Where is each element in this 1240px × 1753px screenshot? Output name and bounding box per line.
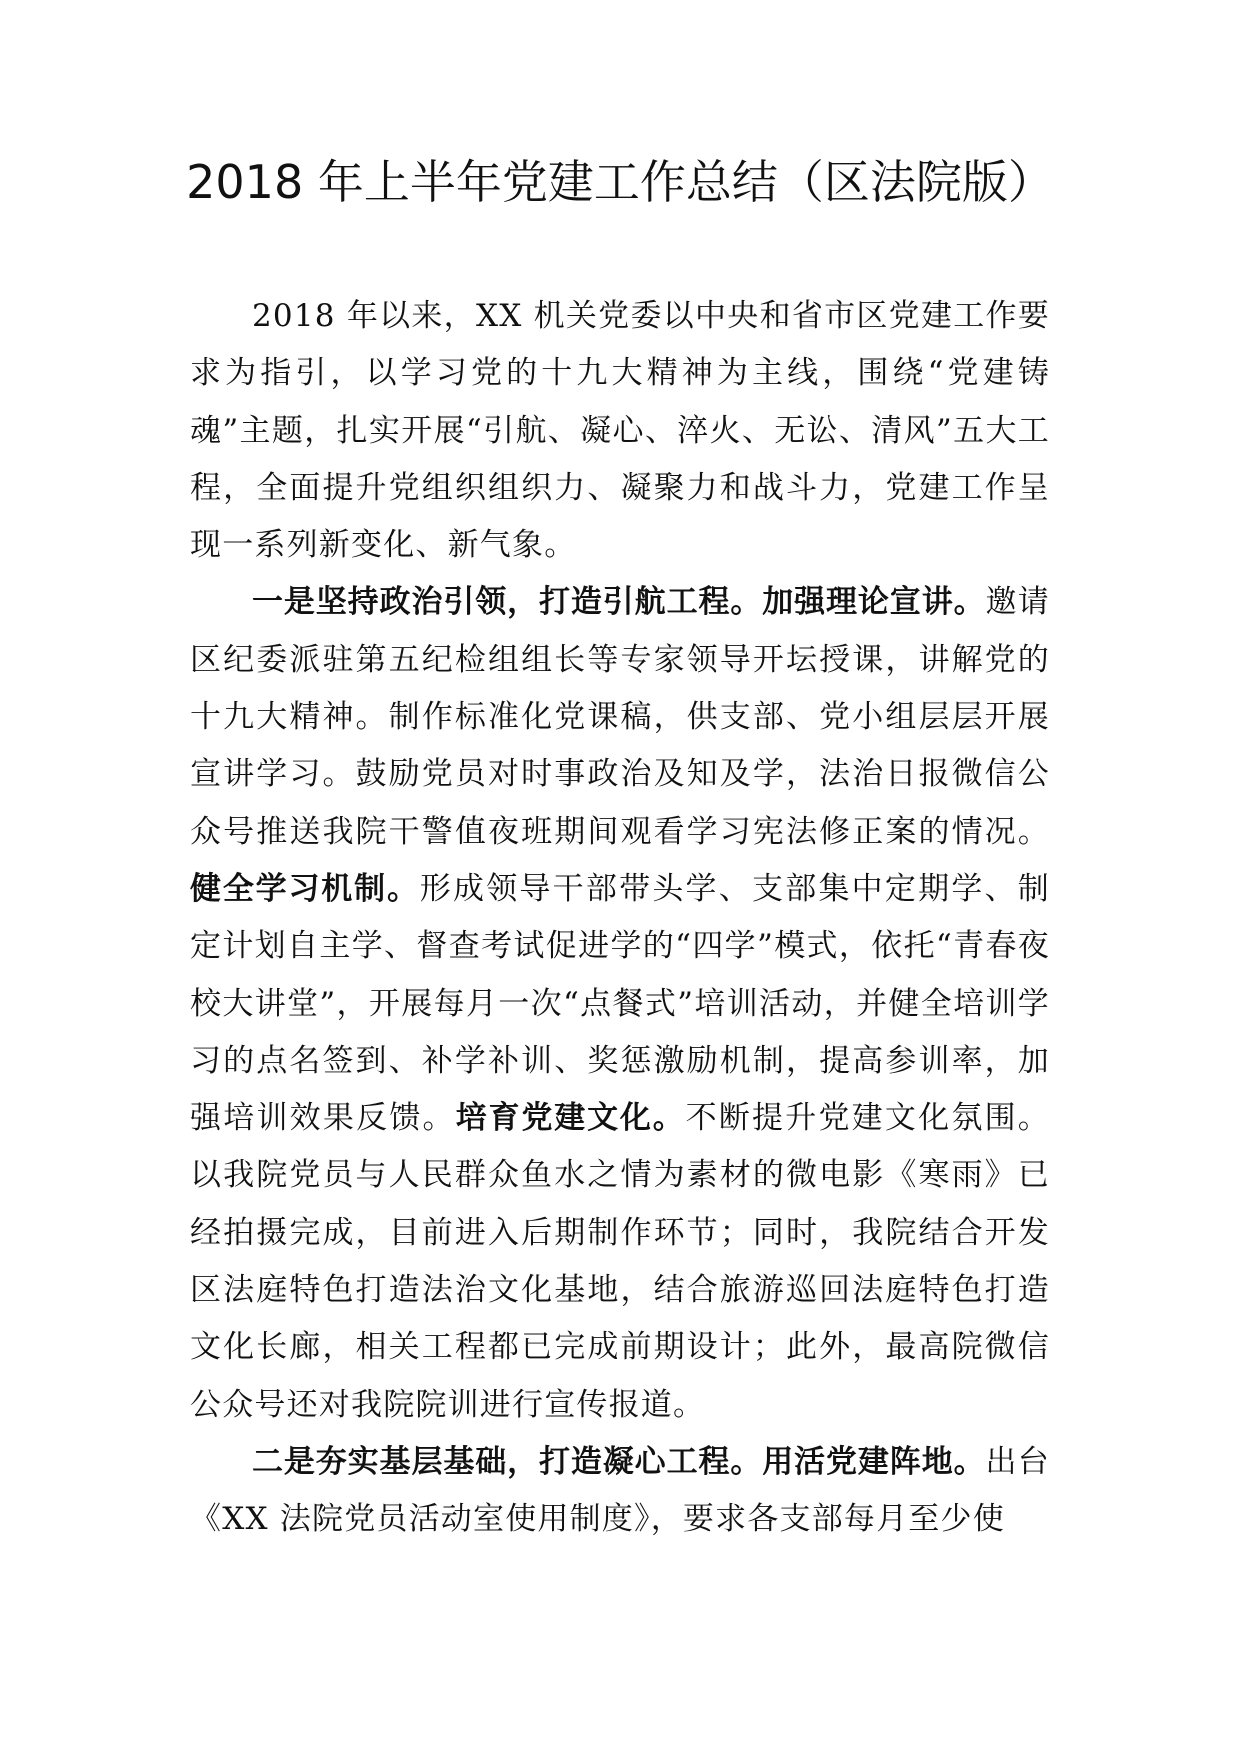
section-1-subtitle-3: 培育党建文化。	[455, 1100, 686, 1137]
section-2-subtitle-1: 用活党建阵地。	[762, 1443, 986, 1480]
section-1-text-3: 不断提升党建文化氛围。以我院党员与人民群众鱼水之情为素材的微电影《寒雨》已经拍摄完成，目前进入后期制作环节；同时，我院结合开发区法庭特色打造法治文化基地，结合旅游巡回法庭特色打造文化长廊，相关工程都已完成前期设计；此外，最高院微信公众号还对我院院训进行宣传报道。	[190, 1100, 1050, 1423]
section-2-heading: 二是夯实基层基础，打造凝心工程。	[252, 1443, 763, 1480]
section-1-text-2: 形成领导干部带头学、支部集中定期学、制定计划自主学、督查考试促进学的“四学”模式，依托“青春夜校大讲堂”，开展每月一次“点餐式”培训活动，并健全培训学习的点名签到、补学补训、奖惩激励机制，提高参训率，加强培训效果反馈。	[190, 870, 1050, 1137]
section-1-text-1: 邀请区纪委派驻第五纪检组组长等专家领导开坛授课，讲解党的十九大精神。制作标准化党课稿，供支部、党小组层层开展宣讲学习。鼓励党员对时事政治及知及学，法治日报微信公众号推送我院干警值夜班期间观看学习宪法修正案的情况。	[190, 584, 1050, 850]
intro-paragraph: 2018 年以来，XX 机关党委以中央和省市区党建工作要求为指引，以学习党的十九大精神为主线，围绕“党建铸魂”主题，扎实开展“引航、凝心、淬火、无讼、清风”五大工程，全面提升党组织组织力、凝聚力和战斗力，党建工作呈现一系列新变化、新气象。	[190, 298, 1050, 564]
section-1-paragraph	[190, 574, 1050, 1433]
section-2-text-1: 出台《XX 法院党员活动室使用制度》，要求各支部每月至少使	[190, 1443, 1050, 1538]
document-body	[190, 288, 1050, 1549]
section-1-subtitle-2: 健全学习机制。	[190, 870, 420, 907]
section-1-subtitle-1: 加强理论宣讲。	[762, 584, 986, 621]
section-1-heading: 一是坚持政治引领，打造引航工程。	[252, 584, 763, 621]
document-title: 2018 年上半年党建工作总结（区法院版）	[186, 155, 1054, 209]
section-2-paragraph	[190, 1434, 1050, 1549]
